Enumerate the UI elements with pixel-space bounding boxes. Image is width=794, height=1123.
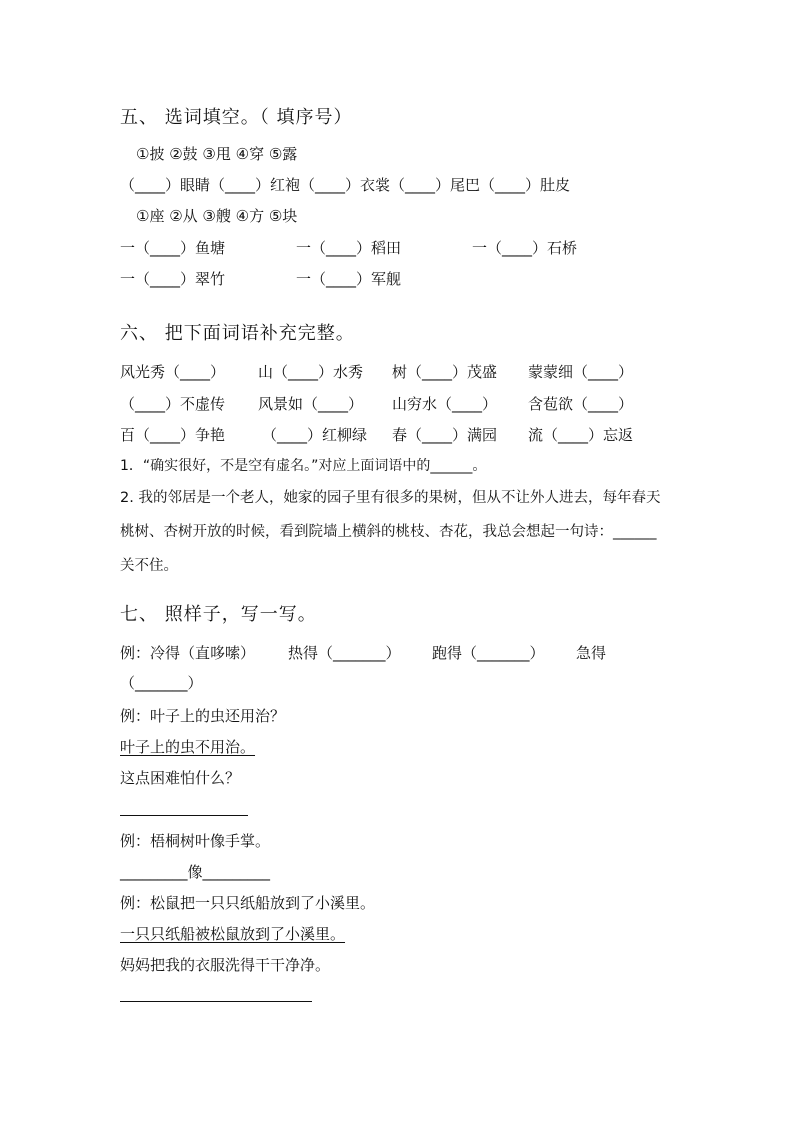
- example-2-answer: 叶子上的虫不用治。: [120, 738, 256, 756]
- example-1: 例：冷得（直哆嗦）: [120, 644, 256, 662]
- exercise-4-answer-line[interactable]: [120, 1001, 312, 1002]
- measure-item-field: 一（____）稻田: [296, 239, 402, 257]
- example-3: 例：梧桐树叶像手掌。: [120, 832, 271, 850]
- idiom-b1: （____）不虚传: [120, 395, 226, 413]
- question-1: 1．“确实很好，不是空有虚名。”对应上面词语中的______。: [120, 458, 487, 474]
- options-1: ①披 ②鼓 ③甩 ④穿 ⑤露: [136, 145, 298, 163]
- example-4: 例：松鼠把一只只纸船放到了小溪里。: [120, 894, 376, 912]
- question-2: 2. 我的邻居是一个老人，她家的园子里有很多的果树，但从不让外人进去，每年春天桃树、杏树开放的时候，看到院墙上横斜的桃枝、杏花，我总会想起一句诗：______关不住。: [120, 490, 661, 574]
- idiom-b3: 山穷水（____）: [392, 395, 498, 413]
- idiom-a2: 山（____）水秀: [258, 363, 364, 381]
- exercise-anxious-blank: （_______）: [120, 674, 203, 692]
- idiom-b4: 含苞欲（____）: [528, 395, 634, 413]
- measure-item-bamboo: 一（____）翠竹: [120, 270, 226, 288]
- idiom-c3: 春（____）满园: [392, 426, 498, 444]
- section-7-title: 七、 照样子，写一写。: [120, 604, 317, 625]
- idiom-a1: 风光秀（____）: [120, 363, 226, 381]
- exercise-hot: 热得（_______）: [288, 644, 401, 662]
- idiom-c4: 流（____）忘返: [528, 426, 634, 444]
- measure-item-warship: 一（____）军舰: [296, 270, 402, 288]
- idiom-a4: 蒙蒙细（____）: [528, 363, 634, 381]
- exercise-anxious: 急得: [576, 644, 607, 662]
- exercise-2-question: 这点困难怕什么？: [120, 769, 241, 787]
- idiom-c2: （____）红柳绿: [262, 426, 368, 444]
- idiom-c1: 百（____）争艳: [120, 426, 226, 444]
- example-4-answer: 一只只纸船被松鼠放到了小溪里。: [120, 925, 346, 943]
- idiom-a3: 树（____）茂盛: [392, 363, 498, 381]
- measure-item-pond: 一（____）鱼塘: [120, 239, 226, 257]
- fill-row-1: （____）眼睛（____）红袍（____）衣裳（____）尾巴（____）肚皮: [120, 176, 571, 194]
- section-5-title: 五、 选词填空。（ 填序号）: [120, 107, 353, 128]
- example-2: 例：叶子上的虫还用治？: [120, 707, 286, 725]
- exercise-run: 跑得（_______）: [432, 644, 545, 662]
- exercise-4-question: 妈妈把我的衣服洗得干干净净。: [120, 956, 331, 974]
- measure-item-bridge: 一（____）石桥: [472, 239, 578, 257]
- idiom-b2: 风景如（____）: [258, 395, 364, 413]
- options-2: ①座 ②从 ③艘 ④方 ⑤块: [136, 207, 298, 225]
- exercise-2-answer-line[interactable]: [120, 815, 248, 816]
- section-6-title: 六、 把下面词语补充完整。: [120, 323, 355, 344]
- exercise-3-fill: _________像_________: [120, 863, 271, 881]
